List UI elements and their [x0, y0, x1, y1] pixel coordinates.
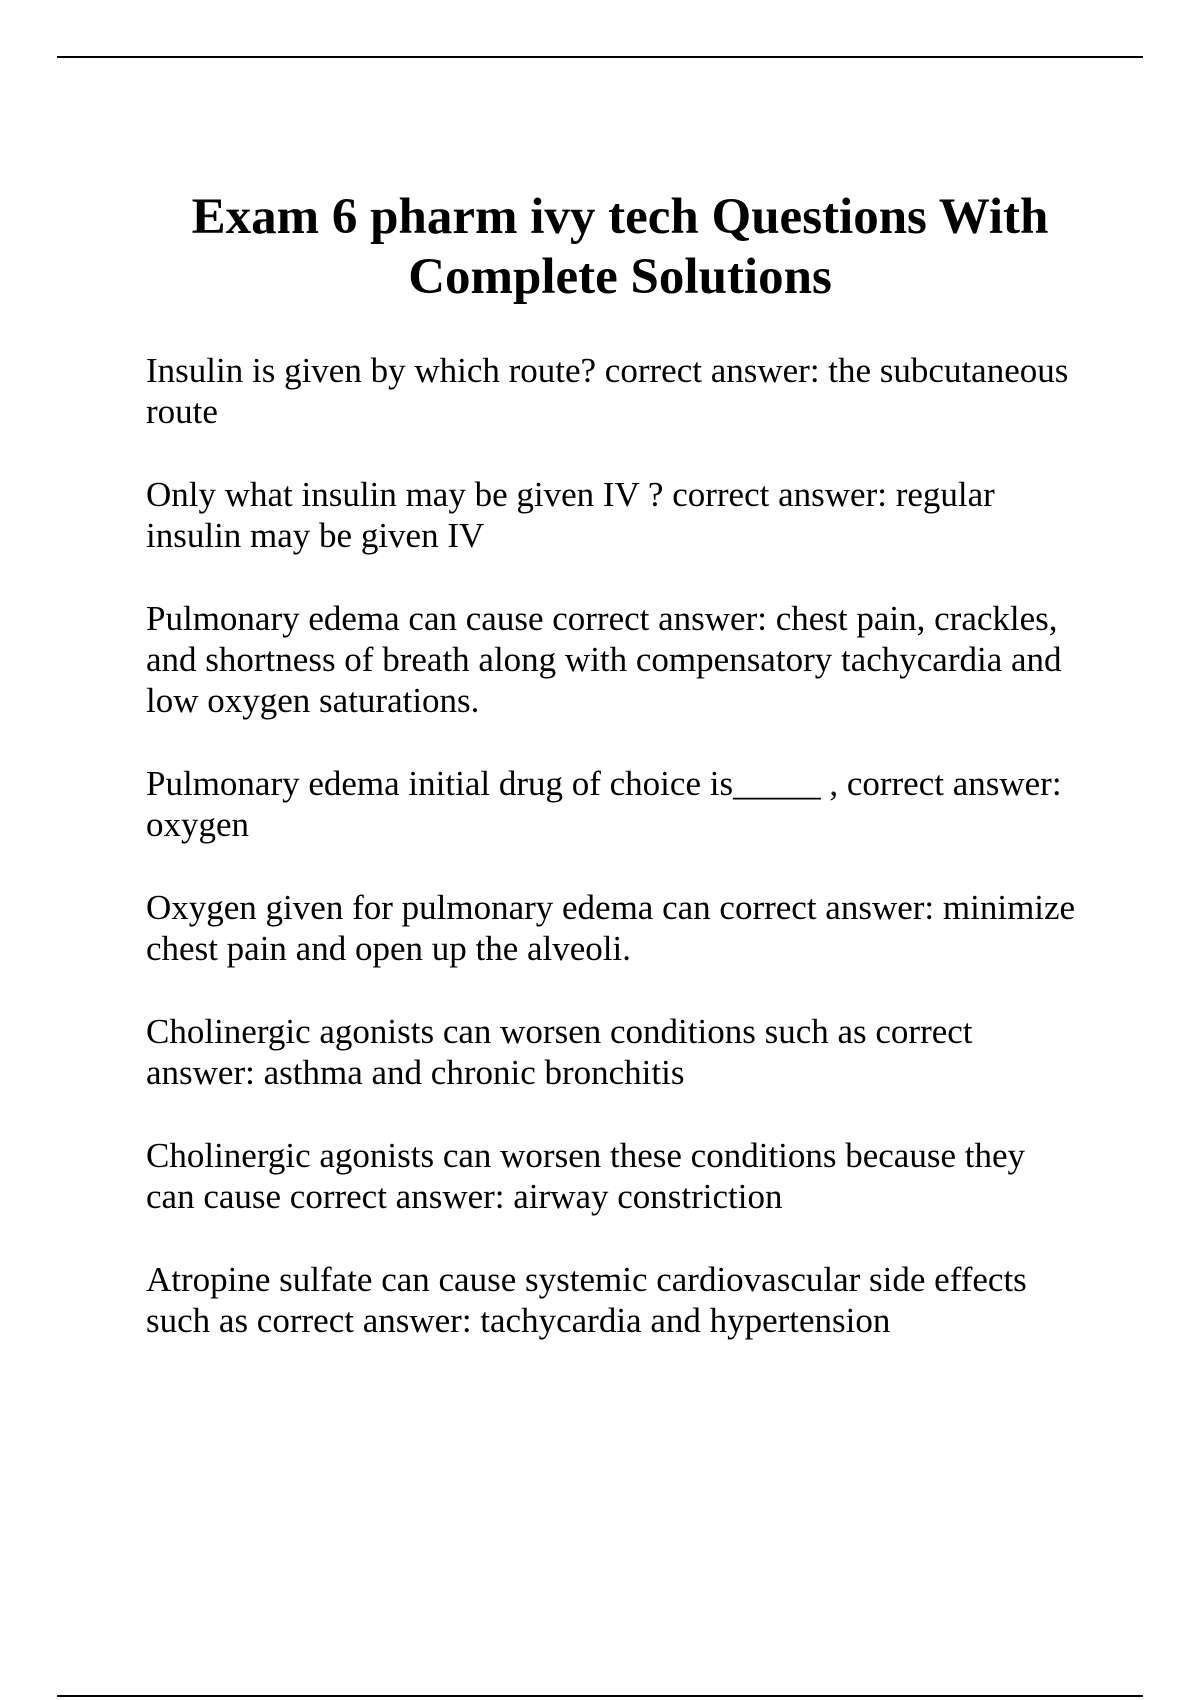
qa-item — [146, 598, 1076, 721]
answer-text: the subcutaneous route — [146, 351, 1078, 431]
answer-text: oxygen — [146, 805, 250, 844]
question-text: Oxygen given for pulmonary edema can correct answer: — [146, 888, 935, 927]
question-text: Pulmonary edema can cause correct answer: — [146, 599, 767, 638]
qa-item — [146, 763, 1076, 845]
top-divider — [57, 56, 1143, 58]
question-text: Insulin is given by which route? correct answer: — [146, 351, 820, 390]
question-text: Atropine sulfate can cause systemic cardiovascular side effects such as correct answer: — [146, 1260, 1036, 1340]
qa-item — [146, 474, 1076, 556]
answer-text: chest pain, crackles, and shortness of breath along with compensatory tachycardia and low oxygen saturations. — [146, 599, 1071, 720]
qa-item — [146, 1259, 1076, 1341]
document-title: Exam 6 pharm ivy tech Questions With Complete Solutions — [191, 189, 1049, 305]
question-text: Cholinergic agonists can worsen these conditions because they can cause correct answer: — [146, 1136, 1034, 1216]
question-text: Only what insulin may be given IV ? correct answer: — [146, 475, 887, 514]
answer-text: tachycardia and hypertension — [480, 1301, 891, 1340]
qa-item — [146, 1011, 1076, 1093]
answer-text: asthma and chronic bronchitis — [263, 1053, 685, 1092]
qa-item — [146, 1135, 1076, 1217]
qa-item — [146, 350, 1076, 432]
answer-text: minimize chest pain and open up the alveoli. — [146, 888, 1084, 968]
bottom-divider — [57, 1695, 1143, 1697]
question-text: Pulmonary edema initial drug of choice is_____ , correct answer: — [146, 764, 1062, 803]
question-text: Cholinergic agonists can worsen conditions such as correct answer: — [146, 1012, 982, 1092]
answer-text: regular insulin may be given IV — [146, 475, 1004, 555]
qa-item — [146, 887, 1084, 969]
qa-list — [146, 350, 1084, 1383]
answer-text: airway constriction — [513, 1177, 783, 1216]
